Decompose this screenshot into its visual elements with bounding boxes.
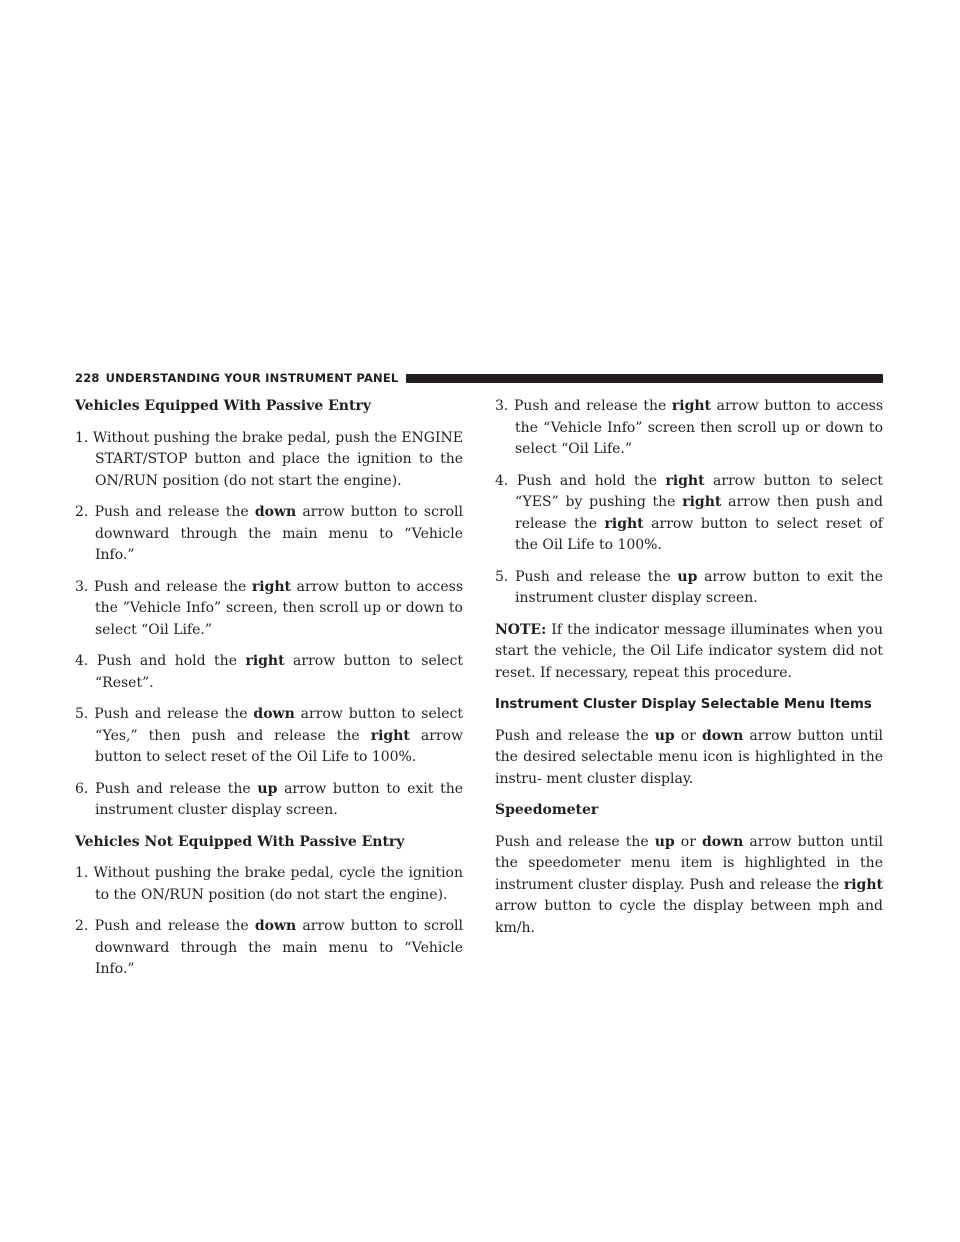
list-item: 3. Push and release the right arrow button to access the ”Vehicle Info” screen, then scroll up or down to select “Oil Life.” [75, 578, 464, 638]
list-item: 6. Push and release the up arrow button to exit the instrument cluster display screen. [75, 780, 464, 818]
speedometer-subheading: Speedometer [495, 802, 599, 818]
list-item: 4. Push and hold the right arrow button to select “Reset”. [75, 653, 464, 691]
header-rule [406, 374, 883, 383]
list-item: 5. Push and release the down arrow button to select “Yes,” then push and release the right arrow button to select reset of the Oil Life to 100%. [75, 706, 464, 765]
list-item: 4. Push and hold the right arrow button to select “YES” by pushing the right arrow then push and release the right arrow button to select reset of the Oil Life to 100%. [495, 472, 884, 553]
left-column [75, 396, 463, 991]
list-item: 2. Push and release the down arrow button to scroll downward through the main menu to “Vehicle Info.” [75, 504, 464, 563]
note-label: NOTE: [495, 621, 547, 638]
page-header [75, 370, 883, 386]
list-item: 2. Push and release the down arrow button to scroll downward through the main menu to “Vehicle Info.” [75, 918, 464, 977]
non-passive-entry-subheading: Vehicles Not Equipped With Passive Entry [75, 833, 405, 850]
passive-entry-subheading: Vehicles Equipped With Passive Entry [75, 398, 371, 414]
right-column [495, 396, 883, 949]
list-item: 3. Push and release the right arrow button to access the “Vehicle Info” screen then scroll up or down to select “Oil Life.” [495, 398, 884, 457]
list-item: 1. Without pushing the brake pedal, push the ENGINE START/STOP button and place the ignition to the ON/RUN position (do not start the engine). [75, 429, 463, 489]
menu-items-heading: Instrument Cluster Display Selectable Menu Items [495, 697, 872, 712]
menu-items-paragraph: Push and release the up or down arrow button until the desired selectable menu icon is highlighted in the instru- ment cluster display. [495, 727, 883, 787]
list-item: 1. Without pushing the brake pedal, cycle the ignition to the ON/RUN position (do not start the engine). [75, 865, 463, 903]
speedometer-paragraph: Push and release the up or down arrow button until the speedometer menu item is highlighted in the instrument cluster display. Push and release the right arrow button to cycle the display between mph and km/h. [495, 833, 883, 936]
list-item: 5. Push and release the up arrow button to exit the instrument cluster display screen. [495, 568, 884, 606]
section-title: UNDERSTANDING YOUR INSTRUMENT PANEL [105, 371, 399, 385]
note-paragraph: NOTE: If the indicator message illuminates when you start the vehicle, the Oil Life indicator system did not reset. If necessary, repeat this procedure. [495, 621, 883, 681]
page-number: 228 [75, 371, 100, 385]
